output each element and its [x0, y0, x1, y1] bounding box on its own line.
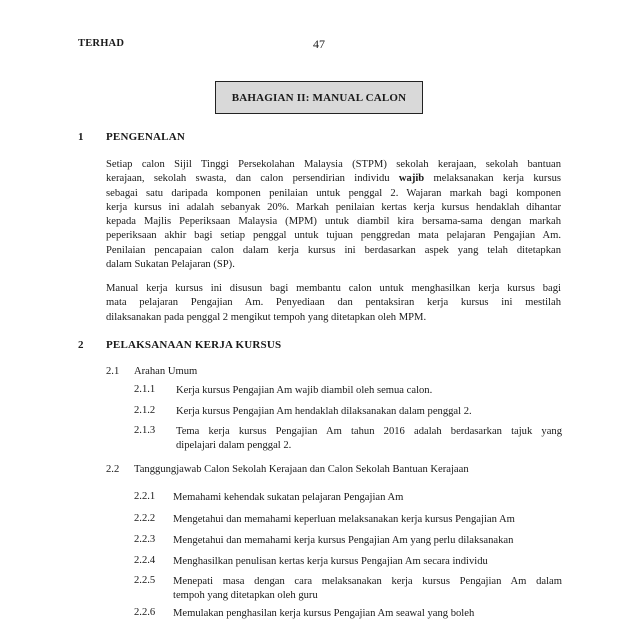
para1-line: Setiap calon Sijil Tinggi Persekolahan Malaysia (STPM) sekolah kerajaan, sekolah bantuan: [106, 159, 561, 170]
item-line: tempoh yang ditetapkan oleh guru: [173, 590, 318, 602]
page-number: 47: [313, 37, 325, 51]
section-1-title: PENGENALAN: [106, 131, 186, 143]
item-text: Memulakan penghasilan kerja kursus Pengajian Am seawal yang boleh: [173, 608, 475, 619]
item-number: 2.2.3: [134, 534, 156, 545]
subsection-2-2-number: 2.2: [106, 464, 120, 475]
item-text: Kerja kursus Pengajian Am hendaklah dilaksanakan dalam penggal 2.: [176, 406, 472, 417]
item-number: 2.2.6: [134, 607, 156, 618]
item-number: 2.1.3: [134, 425, 156, 436]
section-1-number: 1: [78, 131, 84, 143]
subsection-2-1-title: Arahan Umum: [134, 366, 198, 377]
item-number: 2.2.5: [134, 575, 156, 586]
item-text: [173, 575, 562, 604]
item-line: Menepati masa dengan cara melaksanakan kerja kursus Pengajian Am dalam: [173, 576, 562, 587]
item-number: 2.1.1: [134, 384, 156, 395]
classification-label: TERHAD: [78, 38, 125, 49]
section-2-number: 2: [78, 339, 84, 351]
section-1-paragraph-1: [106, 158, 561, 272]
item-text: Mengetahui dan memahami kerja kursus Pengajian Am yang perlu dilaksanakan: [173, 535, 514, 546]
item-line: Tema kerja kursus Pengajian Am tahun 2016 adalah berdasarkan tajuk yang: [176, 426, 562, 437]
para1-line: kepada Majlis Peperiksaan Malaysia (MPM) untuk diambil kira bersama-sama dengan markah: [106, 216, 561, 228]
item-text: Memahami kehendak sukatan pelajaran Pengajian Am: [173, 492, 404, 503]
item-number: 2.2.2: [134, 513, 156, 524]
item-line: dipelajari dalam penggal 2.: [176, 440, 292, 452]
emphasis-wajib: wajib: [398, 173, 425, 185]
para1-line: kerajaan, sekolah swasta, dan calon persendirian individu wajib melaksanakan kerja kursus: [106, 173, 561, 185]
section-1-paragraph-2: [106, 282, 561, 325]
item-text: [176, 425, 562, 454]
section-title-text: BAHAGIAN II: MANUAL CALON: [231, 91, 407, 104]
para2-line: mata pelajaran Pengajian Am. Penyediaan dan pentaksiran kerja kursus ini mestilah: [106, 297, 561, 309]
section-title-box: [215, 81, 423, 114]
item-text: Kerja kursus Pengajian Am wajib diambil oleh semua calon.: [176, 385, 433, 396]
subsection-2-2-title: Tanggungjawab Calon Sekolah Kerajaan dan Calon Sekolah Bantuan Kerajaan: [134, 464, 469, 475]
para1-line: kerja kursus ini adalah sebanyak 20%. Markah penilaian kertas kerja kursus hendaklah dihantar: [106, 201, 561, 213]
item-number: 2.2.1: [134, 491, 156, 502]
item-number: 2.2.4: [134, 555, 156, 566]
section-2-title: PELAKSANAAN KERJA KURSUS: [106, 339, 282, 351]
item-number: 2.1.2: [134, 405, 156, 416]
subsection-2-1-number: 2.1: [106, 366, 120, 377]
para2-line: Manual kerja kursus ini disusun bagi membantu calon untuk menghasilkan kerja kursus bagi: [106, 283, 561, 294]
para2-line: dilaksanakan pada penggal 2 mengikut tempoh yang ditetapkan oleh MPM.: [106, 311, 427, 323]
item-text: Mengetahui dan memahami keperluan melaksanakan kerja kursus Pengajian Am: [173, 514, 515, 525]
para1-line: Penilaian pencapaian calon dalam kerja kursus ini berdasarkan aspek yang telah ditetapkan: [106, 244, 561, 256]
para1-line: sebagai satu daripada komponen penilaian untuk penggal 2. Wajaran markah bagi komponen: [106, 187, 561, 199]
para1-line: dalam Sukatan Pelajaran (SP).: [106, 259, 235, 271]
item-text: Menghasilkan penulisan kertas kerja kursus Pengajian Am secara individu: [173, 556, 488, 567]
para1-line: peperiksaan akhir bagi setiap penggal untuk tujuan penggredan mata pelajaran Pengajian Am.: [106, 230, 561, 242]
